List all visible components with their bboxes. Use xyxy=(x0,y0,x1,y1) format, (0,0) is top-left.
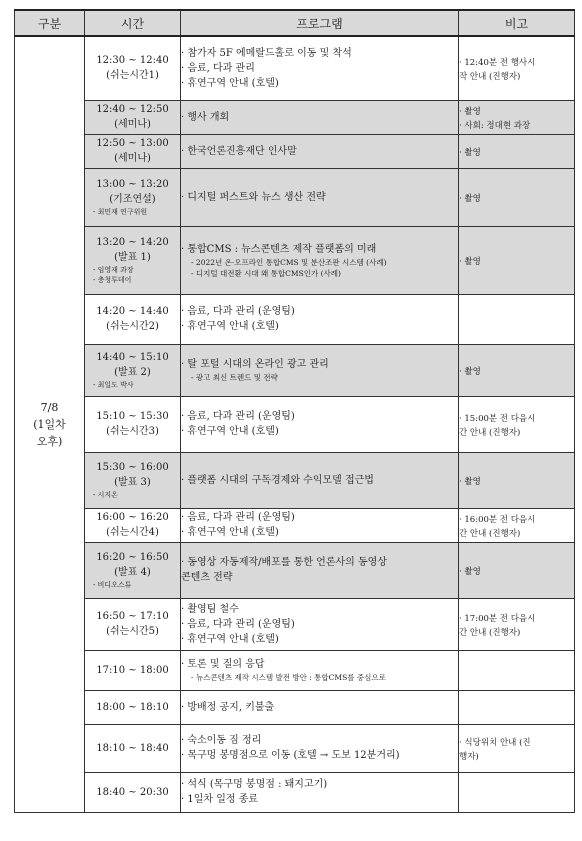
program-item: · 탈 포털 시대의 온라인 광고 관리 xyxy=(181,359,329,370)
note-cell xyxy=(459,508,575,542)
schedule-row xyxy=(15,36,575,100)
program-cell xyxy=(181,598,459,650)
session-label: (세미나) xyxy=(114,119,151,130)
note-cell xyxy=(459,724,575,772)
program-item: · 1일차 일정 종료 xyxy=(181,794,259,805)
program-item: · 토론 및 질의 응답 xyxy=(181,659,265,670)
header-row xyxy=(15,10,575,36)
program-item: · 휴연구역 안내 (호텔) xyxy=(181,77,279,89)
program-item: · 촬영팀 철수 xyxy=(181,603,239,615)
note-line: · 촬영 xyxy=(459,477,481,487)
note-text xyxy=(459,255,574,269)
time-cell xyxy=(85,452,181,508)
session-label: (기조연설) xyxy=(109,194,156,205)
time-range: 15:10 ~ 15:30 xyxy=(96,411,169,422)
header-note: 비고 xyxy=(459,10,575,36)
date-line: 7/8 xyxy=(40,400,59,414)
note-line: · 17:00분 전 다음시 xyxy=(459,614,536,624)
note-text xyxy=(459,105,574,133)
time-range: 16:50 ~ 17:10 xyxy=(96,611,169,622)
time-range: 17:10 ~ 18:00 xyxy=(96,664,169,676)
note-cell xyxy=(459,772,575,812)
program-cell xyxy=(181,508,459,542)
session-label: (쉬는시간2) xyxy=(106,321,159,332)
program-cell xyxy=(181,36,459,100)
program-cell xyxy=(181,690,459,724)
note-cell xyxy=(459,36,575,100)
program-item: · 석식 (목구멍 봉명점 : 돼지고기) xyxy=(181,779,328,790)
note-text xyxy=(459,192,574,206)
note-line: · 16:00분 전 다음시 xyxy=(459,515,536,525)
note-text xyxy=(459,513,574,541)
note-cell xyxy=(459,344,575,396)
note-cell xyxy=(459,542,575,598)
time-cell xyxy=(85,226,181,294)
program-cell xyxy=(181,724,459,772)
time-cell xyxy=(85,100,181,134)
program-item: · 음료, 다과 관리 (운영팀) xyxy=(181,306,295,317)
program-item: · 음료, 다과 관리 (운영팀) xyxy=(181,618,295,630)
note-cell xyxy=(459,690,575,724)
note-line: 작 안내 (진행자) xyxy=(459,72,521,83)
note-text xyxy=(459,475,574,489)
note-line: · 촬영 xyxy=(459,107,481,117)
program-item: · 음료, 다과 관리 (운영팀) xyxy=(181,411,295,422)
time-range: 12:50 ~ 13:00 xyxy=(96,138,169,149)
session-label: (발표 3) xyxy=(114,477,151,488)
note-cell xyxy=(459,650,575,690)
time-range: 18:40 ~ 20:30 xyxy=(96,786,169,798)
time-cell xyxy=(85,598,181,650)
note-line: · 촬영 xyxy=(459,367,481,377)
note-cell xyxy=(459,226,575,294)
program-item: · 플랫폼 시대의 구독경제와 수익모델 접근법 xyxy=(181,474,374,486)
note-text xyxy=(459,412,574,440)
header-program: 프로그램 xyxy=(181,10,459,36)
session-label: (세미나) xyxy=(114,153,151,164)
time-cell xyxy=(85,134,181,168)
schedule-row xyxy=(15,650,575,690)
program-item: · 휴연구역 안내 (호텔) xyxy=(181,633,279,645)
note-cell xyxy=(459,168,575,226)
program-item: · 숙소이동 짐 정리 xyxy=(181,735,262,746)
program-subitem: - 광고 최신 트렌드 및 전략 xyxy=(191,373,278,382)
note-line: · 15:00분 전 다음시 xyxy=(459,414,536,424)
date-line: (1일차 xyxy=(33,417,66,431)
speaker: - 최일도 박사 xyxy=(93,381,134,389)
schedule-row xyxy=(15,344,575,396)
time-cell xyxy=(85,772,181,812)
program-subitem: - 뉴스콘텐츠 제작 시스템 발전 방안 : 통합CMS를 중심으로 xyxy=(191,673,386,682)
note-cell xyxy=(459,294,575,344)
schedule-row xyxy=(15,724,575,772)
program-cell xyxy=(181,294,459,344)
program-item: · 동영상 자동제작/배포를 통한 언론사의 동영상 xyxy=(181,557,387,568)
program-item: · 목구멍 봉명점으로 이동 (호텔 → 도보 12분거리) xyxy=(181,750,400,761)
program-item: · 휴연구역 안내 (호텔) xyxy=(181,527,279,538)
time-cell xyxy=(85,724,181,772)
time-cell xyxy=(85,294,181,344)
program-item: · 음료, 다과 관리 (운영팀) xyxy=(181,512,295,523)
schedule-row xyxy=(15,690,575,724)
session-label: (발표 2) xyxy=(114,367,151,378)
note-text xyxy=(459,56,574,84)
time-cell xyxy=(85,542,181,598)
program-cell xyxy=(181,344,459,396)
program-item: · 음료, 다과 관리 xyxy=(181,62,255,74)
note-line: 행자) xyxy=(459,752,479,762)
schedule-table xyxy=(14,9,575,813)
note-text xyxy=(459,612,574,640)
note-line: · 촬영 xyxy=(459,194,481,204)
time-cell xyxy=(85,168,181,226)
note-line: · 촬영 xyxy=(459,148,481,158)
program-item: · 방배정 공지, 키불출 xyxy=(181,701,275,713)
schedule-row xyxy=(15,508,575,542)
program-item: · 디지털 퍼스트와 뉴스 생산 전략 xyxy=(181,191,326,203)
program-cell xyxy=(181,396,459,452)
note-line: · 촬영 xyxy=(459,257,481,267)
program-item: · 통합CMS : 뉴스콘텐츠 제작 플랫폼의 미래 xyxy=(181,243,377,255)
program-cell xyxy=(181,452,459,508)
note-cell xyxy=(459,598,575,650)
time-range: 14:40 ~ 15:10 xyxy=(96,352,169,363)
program-cell xyxy=(181,168,459,226)
note-line: · 촬영 xyxy=(459,567,481,577)
schedule-row xyxy=(15,134,575,168)
schedule-row xyxy=(15,100,575,134)
program-cell xyxy=(181,650,459,690)
header-time: 시간 xyxy=(85,10,181,36)
schedule-row xyxy=(15,168,575,226)
time-cell xyxy=(85,344,181,396)
schedule-row xyxy=(15,396,575,452)
program-cell xyxy=(181,100,459,134)
session-label: (발표 1) xyxy=(114,252,151,263)
time-range: 13:00 ~ 13:20 xyxy=(96,179,169,190)
time-range: 13:20 ~ 14:20 xyxy=(96,237,169,248)
time-range: 16:20 ~ 16:50 xyxy=(96,552,169,563)
program-item: 콘텐츠 전략 xyxy=(181,572,233,583)
session-label: (쉬는시간4) xyxy=(106,527,159,538)
program-item: · 휴연구역 안내 (호텔) xyxy=(181,426,279,437)
program-item: · 행사 개회 xyxy=(181,111,230,123)
time-range: 12:40 ~ 12:50 xyxy=(96,104,169,115)
note-cell xyxy=(459,452,575,508)
time-range: 12:30 ~ 12:40 xyxy=(96,55,169,67)
program-cell xyxy=(181,134,459,168)
time-cell xyxy=(85,396,181,452)
header-category: 구분 xyxy=(15,10,85,36)
time-cell xyxy=(85,690,181,724)
session-label: (쉬는시간3) xyxy=(106,426,159,437)
program-cell xyxy=(181,542,459,598)
note-line: · 사회: 정대현 과장 xyxy=(459,121,531,131)
schedule-row xyxy=(15,542,575,598)
schedule-row xyxy=(15,598,575,650)
speaker: - 충청투데이 xyxy=(93,276,132,284)
note-text xyxy=(459,146,574,160)
note-text xyxy=(459,565,574,579)
note-cell xyxy=(459,396,575,452)
time-range: 18:00 ~ 18:10 xyxy=(96,701,169,713)
note-line: 간 안내 (진행자) xyxy=(459,628,521,638)
schedule-row xyxy=(15,294,575,344)
speaker: - 임영재 과장 xyxy=(93,266,134,274)
program-item: · 참가자 5F 에메랄드홀로 이동 및 착석 xyxy=(181,47,352,59)
date-line: 오후) xyxy=(36,434,63,448)
time-cell xyxy=(85,36,181,100)
schedule-row xyxy=(15,226,575,294)
note-text xyxy=(459,365,574,379)
time-cell xyxy=(85,650,181,690)
date-cell xyxy=(15,36,85,812)
session-label: (쉬는시간5) xyxy=(106,626,159,637)
speaker: - 비디오스튜 xyxy=(93,581,132,589)
session-label: (발표 4) xyxy=(114,567,151,578)
session-label: (쉬는시간1) xyxy=(106,70,159,82)
program-cell xyxy=(181,772,459,812)
note-cell xyxy=(459,100,575,134)
program-item: · 휴연구역 안내 (호텔) xyxy=(181,321,279,332)
schedule-body xyxy=(15,36,575,812)
note-line: · 12:40분 전 행사시 xyxy=(459,58,536,69)
schedule-row xyxy=(15,772,575,812)
program-item: · 한국언론진흥재단 인사말 xyxy=(181,145,297,157)
program-cell xyxy=(181,226,459,294)
speaker: - 시지온 xyxy=(93,491,118,499)
speaker: - 최민재 연구위원 xyxy=(93,208,148,216)
note-line: · 식당위치 안내 (진 xyxy=(459,738,531,748)
schedule-row xyxy=(15,452,575,508)
time-range: 14:20 ~ 14:40 xyxy=(96,306,169,317)
time-cell xyxy=(85,508,181,542)
program-subitem: - 2022년 온·오프라인 통합CMS 및 분산조판 시스템 (사례) xyxy=(191,257,387,267)
note-line: 간 안내 (진행자) xyxy=(459,428,521,438)
program-subitem: - 디지털 대전환 시대 왜 통합CMS인가 (사례) xyxy=(191,268,341,278)
note-line: 간 안내 (진행자) xyxy=(459,529,521,539)
time-range: 16:00 ~ 16:20 xyxy=(96,512,169,523)
time-range: 15:30 ~ 16:00 xyxy=(96,462,169,473)
note-cell xyxy=(459,134,575,168)
time-range: 18:10 ~ 18:40 xyxy=(96,742,169,754)
note-text xyxy=(459,736,574,764)
